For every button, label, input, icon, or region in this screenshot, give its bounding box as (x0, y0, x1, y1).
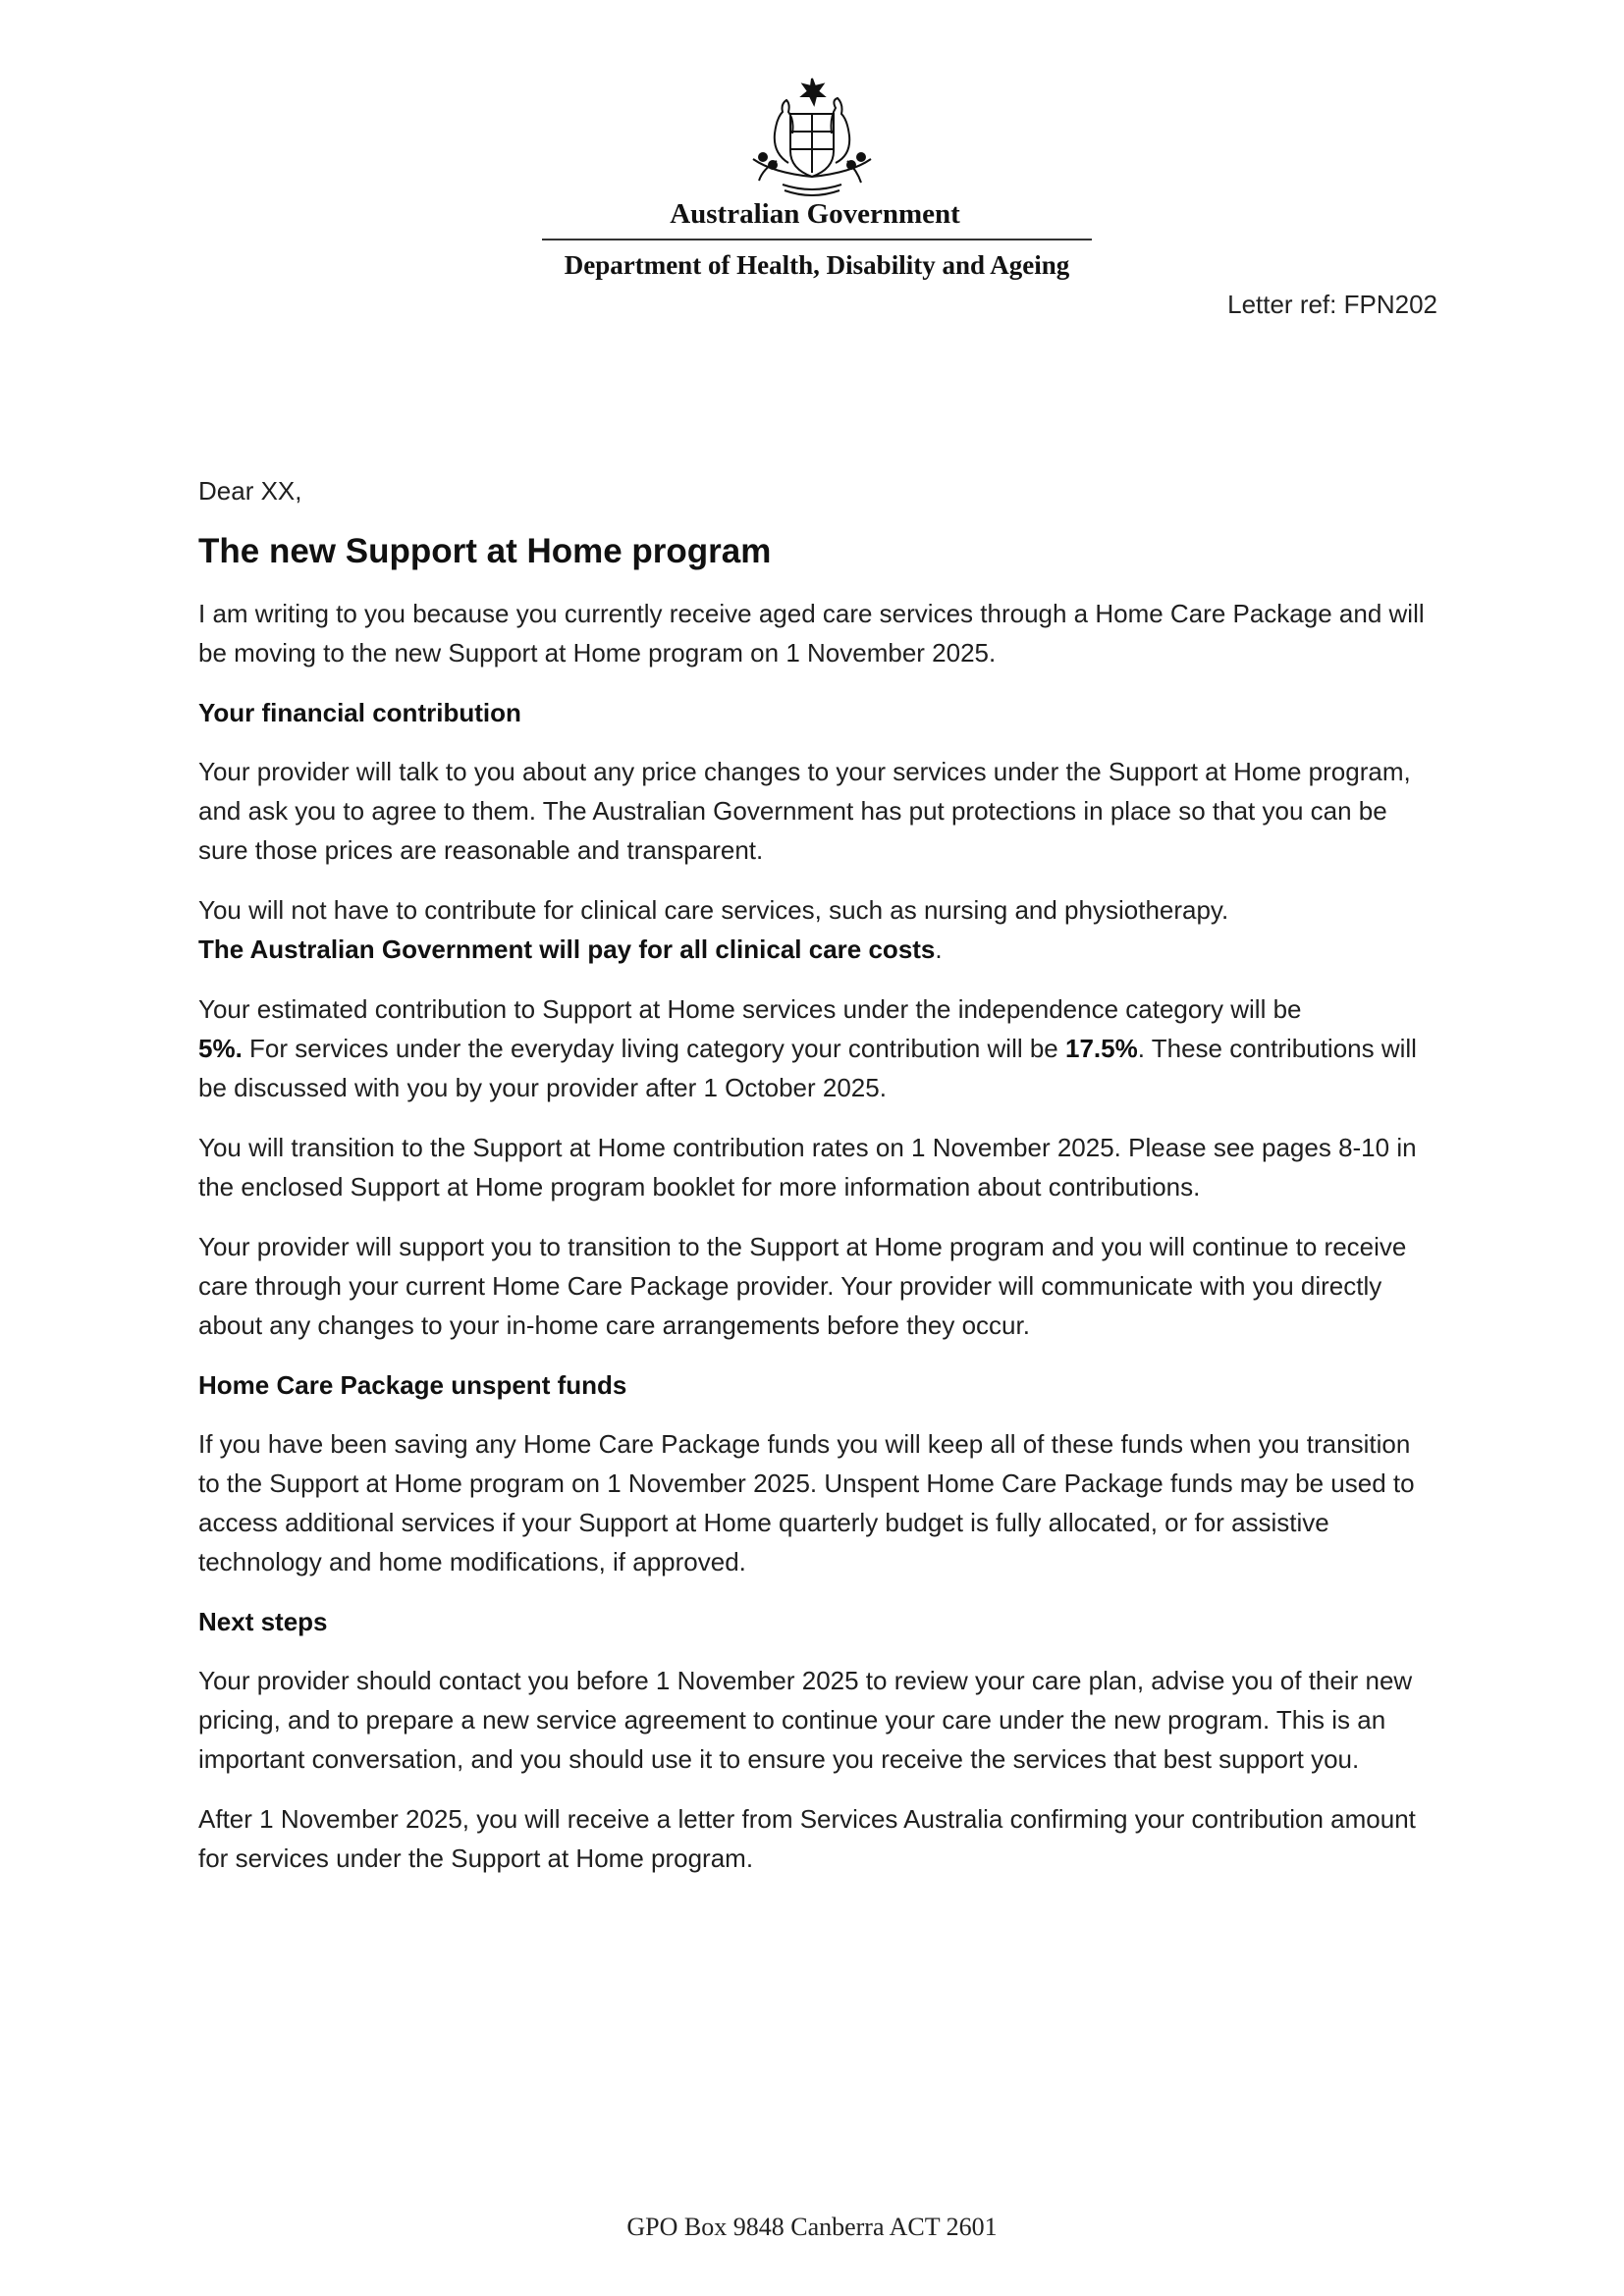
page-title: The new Support at Home program (198, 532, 772, 570)
government-name: Australian Government (670, 198, 960, 230)
independence-rate: 5%. (198, 1034, 243, 1063)
clinical-care-text: You will not have to contribute for clinical care services, such as nursing and physiotherapy. (198, 895, 1229, 925)
financial-paragraph-1: Your provider will talk to you about any price changes to your services under the Support at Home program, and ask you to agree to them. The Australian Government has put protections in place so that you can be sure those prices are reasonable and transparent. (198, 757, 1411, 865)
everyday-living-rate: 17.5% (1065, 1034, 1138, 1063)
coat-of-arms-icon (733, 75, 891, 197)
unspent-funds-heading: Home Care Package unspent funds (198, 1370, 627, 1400)
clinical-care-end: . (935, 934, 943, 964)
independence-text: Your estimated contribution to Support at Home services under the independence category will be (198, 994, 1302, 1024)
salutation: Dear XX, (198, 476, 302, 506)
financial-contribution-heading: Your financial contribution (198, 698, 521, 727)
next-steps-paragraph-2: After 1 November 2025, you will receive a letter from Services Australia confirming your contribution amount for services under the Support at Home program. (198, 1804, 1416, 1873)
clinical-care-emphasis: The Australian Government will pay for all clinical care costs (198, 934, 936, 964)
letter-body (198, 471, 1437, 1898)
next-steps-paragraph-1: Your provider should contact you before 1 November 2025 to review your care plan, advise you of their new pricing, and to prepare a new service agreement to continue your care under the new program. This is an important conversation, and you should use it to ensure you receive the services that best support you. (198, 1666, 1413, 1774)
next-steps-heading: Next steps (198, 1607, 328, 1636)
financial-paragraph-5: Your provider will support you to transition to the Support at Home program and you will continue to receive care through your current Home Care Package provider. Your provider will communicate with you directly about any changes to your in-home care arrangements before they occur. (198, 1232, 1407, 1340)
header-divider (542, 239, 1092, 240)
contribution-discussion-text: . These contributions will be discussed with you by your provider after 1 October 2025. (198, 1034, 1417, 1102)
financial-paragraph-3 (198, 989, 1437, 1107)
financial-paragraph-4: You will transition to the Support at Home contribution rates on 1 November 2025. Please see pages 8-10 in the enclosed Support at Home program booklet for more information about contributions. (198, 1133, 1417, 1201)
financial-paragraph-2 (198, 890, 1437, 969)
unspent-funds-paragraph: If you have been saving any Home Care Package funds you will keep all of these funds when you transition to the Support at Home program on 1 November 2025. Unspent Home Care Package funds may be used to access additional services if your Support at Home quarterly budget is fully allocated, or for assistive technology and home modifications, if approved. (198, 1429, 1415, 1576)
everyday-living-text: For services under the everyday living category your contribution will be (249, 1034, 1058, 1063)
department-name: Department of Health, Disability and Ageing (564, 250, 1070, 280)
intro-paragraph: I am writing to you because you currently receive aged care services through a Home Care Package and will be moving to the new Support at Home program on 1 November 2025. (198, 599, 1425, 667)
footer-address: GPO Box 9848 Canberra ACT 2601 (626, 2213, 998, 2241)
letter-reference: Letter ref: FPN202 (1227, 290, 1437, 319)
